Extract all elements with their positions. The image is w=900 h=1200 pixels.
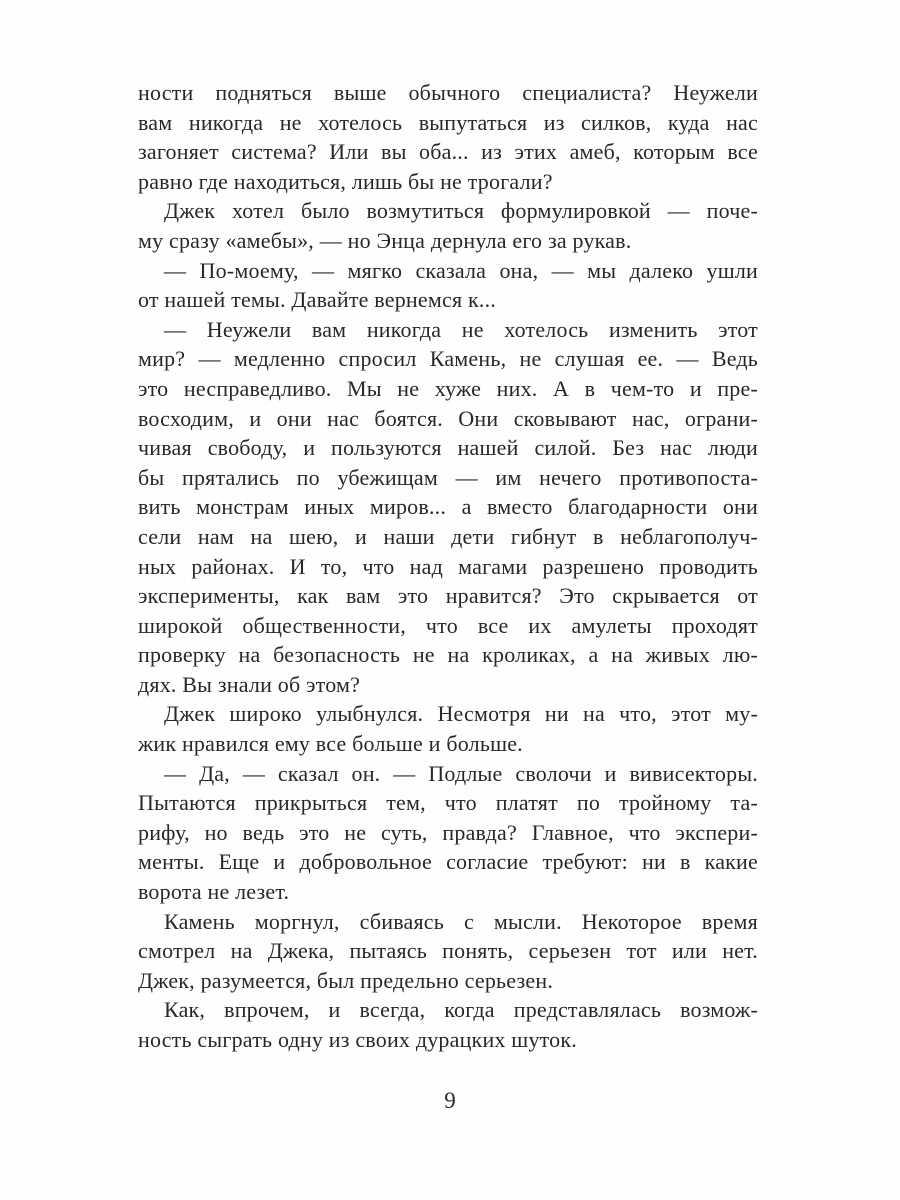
- text-line: проверку на безопасность не на кроликах, а на живых лю-: [138, 642, 758, 668]
- paragraph: [138, 759, 758, 907]
- text-line: — Неужели вам никогда не хотелось изменить этот: [164, 316, 758, 342]
- text-line: вить монстрам иных миров... а вместо благодарности они: [138, 494, 758, 520]
- text-line: жик нравился ему все больше и больше.: [138, 731, 523, 757]
- text-line: сели нам на шею, и наши дети гибнут в неблагополуч-: [138, 523, 758, 549]
- text-line: загоняет система? Или вы оба... из этих амеб, которым все: [138, 139, 758, 165]
- paragraph: [138, 699, 758, 758]
- text-line: — По-моему, — мягко сказала она, — мы далеко ушли: [164, 257, 758, 283]
- text-line: Камень моргнул, сбиваясь с мысли. Некоторое время: [164, 908, 758, 934]
- text-line: Джек широко улыбнулся. Несмотря ни на что, этот му-: [164, 701, 758, 727]
- page-text: [138, 78, 758, 1055]
- text-line: восходим, и они нас боятся. Они сковывают нас, ограни-: [138, 405, 758, 431]
- paragraph: [138, 315, 758, 700]
- paragraph: [138, 256, 758, 315]
- text-line: Как, впрочем, и всегда, когда представлялась возмож-: [164, 997, 758, 1023]
- text-line: вам никогда не хотелось выпутаться из силков, куда нас: [138, 109, 758, 135]
- text-line: это несправедливо. Мы не хуже них. А в чем-то и пре-: [138, 375, 758, 401]
- text-line: Джек хотел было возмутиться формулировкой — поче-: [164, 198, 758, 224]
- text-line: смотрел на Джека, пытаясь понять, серьезен тот или нет.: [138, 938, 758, 964]
- text-line: чивая свободу, и пользуются нашей силой. Без нас люди: [138, 435, 758, 461]
- text-line: — Да, — сказал он. — Подлые сволочи и вивисекторы.: [164, 760, 758, 786]
- text-line: Пытаются прикрыться тем, что платят по тройному та-: [138, 790, 758, 816]
- text-line: Джек, разумеется, был предельно серьезен.: [138, 967, 554, 993]
- text-line: бы прятались по убежищам — им нечего противопоста-: [138, 464, 758, 490]
- page-number: 9: [444, 1088, 456, 1113]
- text-line: эксперименты, как вам это нравится? Это скрывается от: [138, 583, 758, 609]
- paragraph: [138, 196, 758, 255]
- text-line: от нашей темы. Давайте вернемся к...: [138, 287, 496, 313]
- paragraph: [138, 995, 758, 1054]
- text-line: равно где находиться, лишь бы не трогали?: [138, 168, 553, 194]
- text-line: мир? — медленно спросил Камень, не слушая ее. — Ведь: [138, 346, 758, 372]
- text-line: ных районах. И то, что над магами разрешено проводить: [138, 553, 758, 579]
- paragraph: [138, 907, 758, 996]
- text-line: ность сыграть одну из своих дурацких шуток.: [138, 1027, 577, 1052]
- text-line: рифу, но ведь это не суть, правда? Главное, что экспери-: [138, 819, 758, 845]
- text-line: дях. Вы знали об этом?: [138, 671, 361, 697]
- text-line: ворота не лезет.: [138, 879, 290, 905]
- text-line: ности подняться выше обычного специалиста? Неужели: [138, 80, 758, 105]
- paragraph: [138, 78, 758, 196]
- text-line: менты. Еще и добровольное согласие требуют: ни в какие: [138, 849, 758, 875]
- text-line: му сразу «амебы», — но Энца дернула его за рукав.: [138, 227, 632, 253]
- text-line: широкой общественности, что все их амулеты проходят: [138, 612, 758, 638]
